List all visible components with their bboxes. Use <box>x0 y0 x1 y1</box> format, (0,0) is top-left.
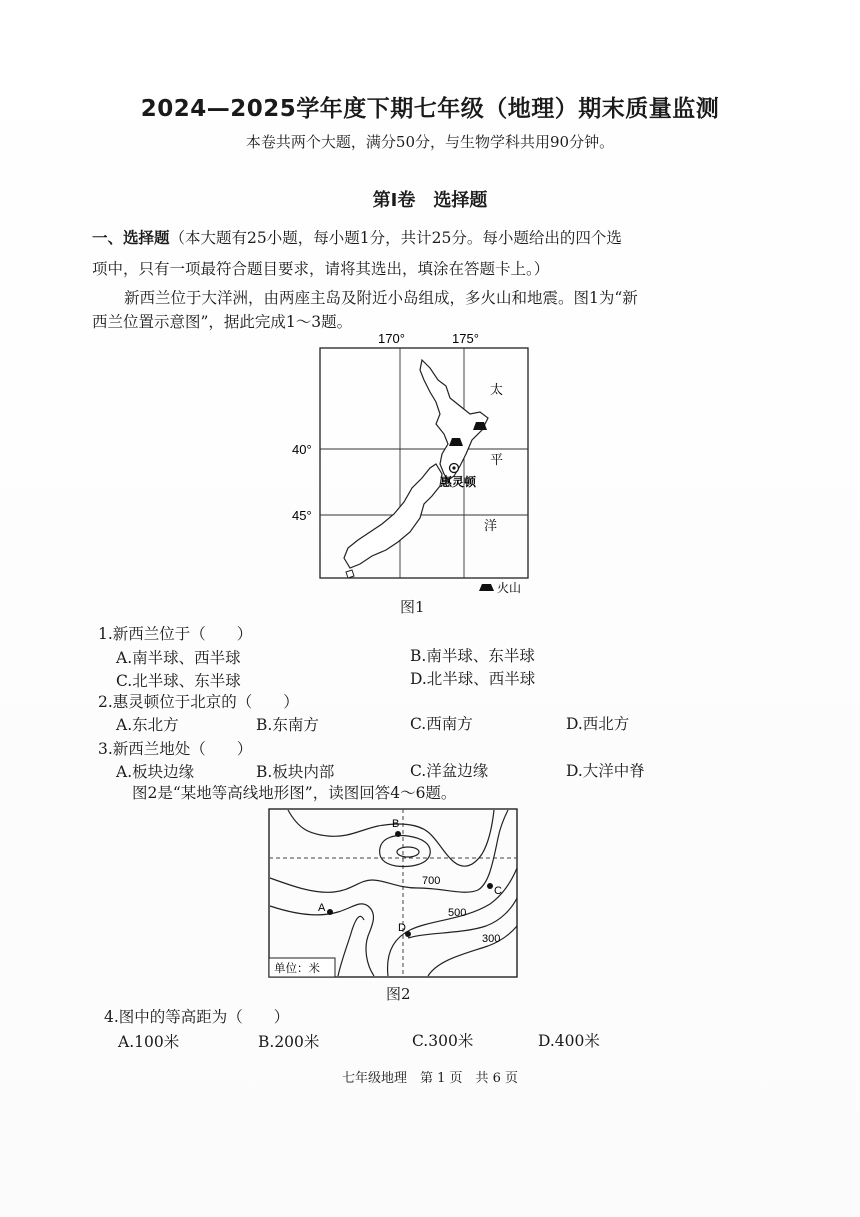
wellington-dot-icon <box>452 466 455 469</box>
unit-label: 单位：米 <box>274 963 320 975</box>
point-b-label: B <box>392 818 400 830</box>
figure2-contour-map <box>268 808 520 982</box>
lat-label-40: 40° <box>292 442 312 457</box>
contour-label-300: 300 <box>482 933 501 945</box>
question-1-option-b: B.南半球、东半球 <box>410 647 535 665</box>
legend-volcano-icon <box>479 584 494 591</box>
legend-label-volcano: 火山 <box>497 581 522 595</box>
exam-subtitle: 本卷共两个大题，满分50分，与生物学科共用90分钟。 <box>245 133 615 151</box>
part1-instruction-text: （本大题有25小题，每小题1分，共计25分。每小题给出的四个选 <box>169 229 622 247</box>
section-title: 第Ⅰ卷 选择题 <box>372 190 488 211</box>
question-3-option-b: B.板块内部 <box>256 763 335 781</box>
contour-label-500: 500 <box>448 907 467 919</box>
question-1-option-a: A.南半球、西半球 <box>116 649 241 667</box>
question-2-stem: 2.惠灵顿位于北京的（ ） <box>98 693 299 711</box>
question-2-option-b: B.东南方 <box>256 716 319 734</box>
point-a-label: A <box>318 902 326 914</box>
question-1-option-c: C.北半球、东半球 <box>116 672 241 690</box>
question-4-stem: 4.图中的等高距为（ ） <box>104 1008 290 1026</box>
question-3-option-c: C.洋盆边缘 <box>410 762 489 780</box>
point-a-marker-icon <box>327 909 333 915</box>
question-4-option-d: D.400米 <box>538 1032 600 1050</box>
intro1-line1: 新西兰位于大洋洲，由两座主岛及附近小岛组成，多火山和地震。图1为“新 <box>124 289 638 307</box>
point-b-marker-icon <box>395 831 401 837</box>
question-1-stem: 1.新西兰位于（ ） <box>98 625 253 643</box>
question-4-option-c: C.300米 <box>412 1032 474 1050</box>
figure1-caption: 图1 <box>400 598 425 616</box>
figure1-map <box>292 328 540 598</box>
ocean-char-2: 平 <box>490 452 504 467</box>
page-footer: 七年级地理 第 1 页 共 6 页 <box>341 1071 519 1086</box>
contour-line <box>380 836 431 867</box>
question-2-option-d: D.西北方 <box>566 715 630 733</box>
point-c-label: C <box>494 885 502 897</box>
exam-title: 2024—2025学年度下期七年级（地理）期末质量监测 <box>140 96 720 122</box>
north-island <box>420 360 488 480</box>
city-label-wellington: 惠灵顿 <box>440 475 477 489</box>
point-d-label: D <box>398 922 406 934</box>
contour-line-inner <box>397 847 419 857</box>
lon-label-175: 175° <box>452 331 479 346</box>
figure2-caption: 图2 <box>386 985 411 1003</box>
point-c-marker-icon <box>487 883 493 889</box>
part1-heading: 一、选择题 <box>92 229 170 247</box>
intro2-line1: 图2是“某地等高线地形图”，读图回答4～6题。 <box>132 784 457 802</box>
question-1-option-d: D.北半球、西半球 <box>410 670 536 688</box>
question-2-option-a: A.东北方 <box>116 716 179 734</box>
question-4-option-a: A.100米 <box>118 1033 180 1051</box>
question-4-option-b: B.200米 <box>258 1033 320 1051</box>
ocean-char-1: 太 <box>490 382 504 397</box>
part1-instruction-line2: 项中，只有一项最符合题目要求，请将其选出，填涂在答题卡上。） <box>92 260 550 278</box>
stewart-island <box>346 570 354 578</box>
question-2-option-c: C.西南方 <box>410 715 473 733</box>
question-3-option-d: D.大洋中脊 <box>566 762 645 780</box>
intro1-line2: 西兰位置示意图”，据此完成1～3题。 <box>92 313 353 331</box>
contour-line <box>338 916 364 976</box>
contour-line <box>270 810 508 892</box>
question-3-stem: 3.新西兰地处（ ） <box>98 740 253 758</box>
south-island <box>344 464 442 568</box>
lon-label-170: 170° <box>378 331 405 346</box>
part1-instruction-line1 <box>92 226 622 248</box>
map2-frame <box>269 809 517 977</box>
lat-label-45: 45° <box>292 508 312 523</box>
question-3-option-a: A.板块边缘 <box>116 763 195 781</box>
contour-label-700: 700 <box>422 875 441 887</box>
ocean-char-3: 洋 <box>484 518 498 533</box>
